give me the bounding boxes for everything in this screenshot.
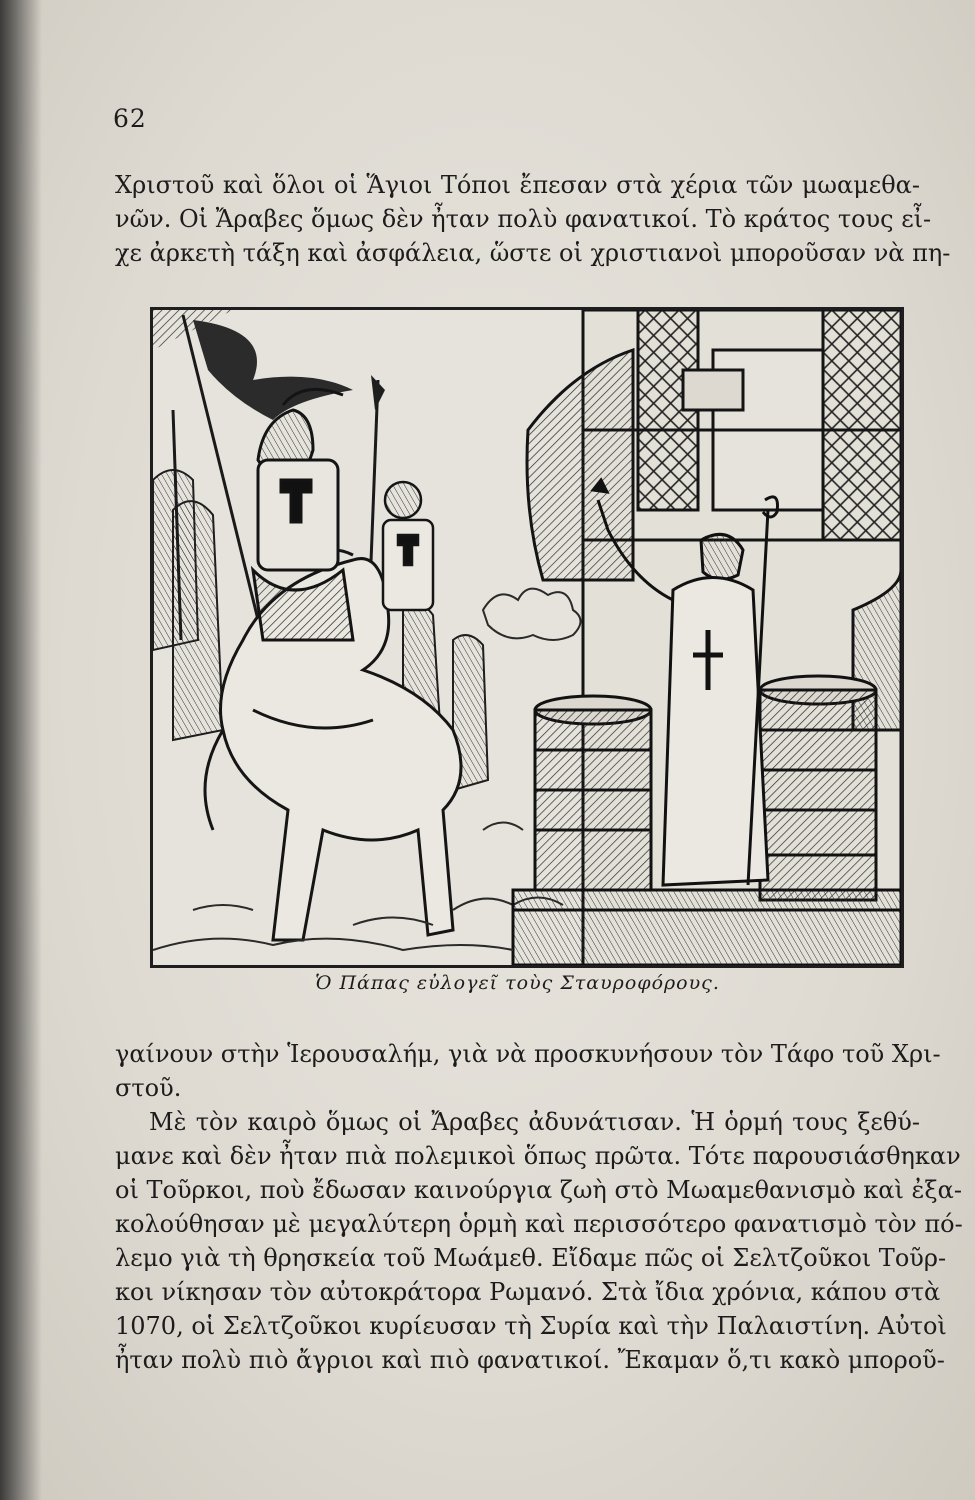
text-line: γαίνουν στὴν Ἱερουσαλήμ, γιὰ νὰ προσκυνήσουν τὸν Τάφο τοῦ Χρι- (115, 1040, 941, 1068)
text-line: Χριστοῦ καὶ ὅλοι οἱ Ἅγιοι Τόποι ἔπεσαν στὰ χέρια τῶν μωαμεθα- (115, 171, 920, 199)
paragraph-top (115, 168, 951, 270)
barrel-left (535, 696, 651, 890)
text-line: νῶν. Οἱ Ἄραβες ὅμως δὲν ἦταν πολὺ φανατικοί. Τὸ κράτος τους εἶ- (115, 205, 932, 233)
text-line: ἦταν πολὺ πιὸ ἄγριοι καὶ πιὸ φανατικοί. Ἔκαμαν ὅ,τι κακὸ μποροῦ- (115, 1346, 945, 1374)
figure-caption (0, 972, 975, 994)
text-line: χε ἀρκετὴ τάξη καὶ ἀσφάλεια, ὥστε οἱ χριστιανοὶ μποροῦσαν νὰ πη- (115, 239, 951, 267)
text-line: κοι νίκησαν τὸν αὐτοκράτορα Ρωμανό. Στὰ ἴδια χρόνια, κάπου στὰ (115, 1278, 941, 1306)
paragraph-bottom (115, 1037, 963, 1377)
barrel-right (760, 676, 876, 900)
binding-shadow (0, 0, 42, 1500)
text-line: κολούθησαν μὲ μεγαλύτερη ὁρμὴ καὶ περισσότερο φανατισμὸ τὸν πό- (115, 1210, 963, 1238)
caption-text: Ὁ Πάπας εὐλογεῖ τοὺς Σταυροφόρους. (315, 972, 720, 994)
crusaders-engraving (153, 310, 901, 965)
platform (513, 890, 901, 965)
text-line: 1070, οἱ Σελτζοῦκοι κυρίευσαν τὴ Συρία καὶ τὴν Παλαιστίνη. Αὐτοὶ (115, 1312, 947, 1340)
page-number: 62 (113, 104, 147, 133)
text-line: λεμο γιὰ τὴ θρησκεία τοῦ Μωάμεθ. Εἴδαμε πῶς οἱ Σελτζοῦκοι Τοῦρ- (115, 1244, 947, 1272)
illustration (150, 307, 904, 968)
text-line: μανε καὶ δὲν ἦταν πιὰ πολεμικοὶ ὅπως πρῶτα. Τότε παρουσιάσθηκαν (115, 1142, 961, 1170)
text-line: Μὲ τὸν καιρὸ ὅμως οἱ Ἄραβες ἀδυνάτισαν. Ἡ ὁρμή τους ξεθύ- (149, 1108, 920, 1136)
text-line: οἱ Τοῦρκοι, ποὺ ἔδωσαν καινούργια ζωὴ στὸ Μωαμεθανισμὸ καὶ ἐξα- (115, 1176, 962, 1204)
text-line: στοῦ. (115, 1074, 182, 1102)
